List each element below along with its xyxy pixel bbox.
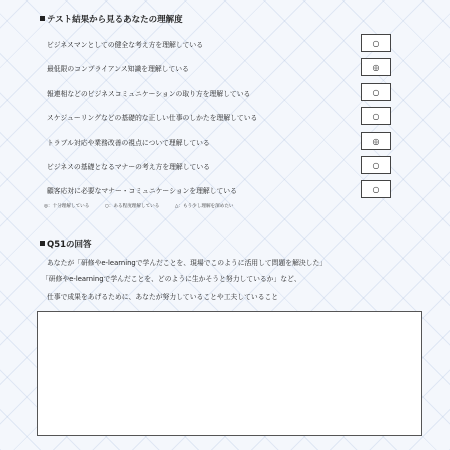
question-text-line: 「研修やe-learningで学んだことを、どのように生かそうと努力しているか」など、	[42, 275, 301, 283]
understanding-item-label: 報連相などのビジネスコミュニケーションの取り方を理解している	[47, 90, 251, 98]
square-bullet-icon	[40, 241, 45, 246]
understanding-item-label: 最低限のコンプライアンス知識を理解している	[47, 65, 189, 73]
understanding-item-label: ビジネスの基礎となるマナーの考え方を理解している	[47, 163, 210, 171]
answer-box	[37, 311, 422, 436]
legend-item: △：もう少し理解を深めたい	[174, 204, 234, 209]
square-bullet-icon	[40, 16, 45, 21]
legend-item: ◎：十分理解している	[44, 204, 90, 209]
question-text-line: 仕事で成果をあげるために、あなたが努力していることや工夫していること	[47, 293, 279, 301]
section-title-q51: Q51の回答	[40, 238, 92, 250]
understanding-mark-box: ○	[361, 156, 391, 174]
understanding-mark-box: ○	[361, 107, 391, 125]
understanding-item-label: スケジューリングなどの基礎的な正しい仕事のしかたを理解している	[47, 114, 258, 122]
mark-legend	[44, 203, 248, 209]
understanding-mark-box: ○	[361, 34, 391, 52]
question-text-line: あなたが「研修やe-learningで学んだことを、現場でこのように活用して問題を解決した」	[47, 259, 327, 267]
understanding-item-label: 顧客応対に必要なマナー・コミュニケーションを理解している	[47, 187, 237, 195]
understanding-mark-box: ○	[361, 83, 391, 101]
section-title-understanding: テスト結果から見るあなたの理解度	[40, 13, 183, 25]
understanding-mark-box: ◎	[361, 58, 391, 76]
understanding-item-label: ビジネスマンとしての健全な考え方を理解している	[47, 41, 203, 49]
understanding-item-label: トラブル対応や業務改善の視点について理解している	[47, 139, 210, 147]
legend-item: ○：ある程度理解している	[104, 204, 160, 209]
understanding-mark-box: ○	[361, 180, 391, 198]
understanding-mark-box: ◎	[361, 132, 391, 150]
